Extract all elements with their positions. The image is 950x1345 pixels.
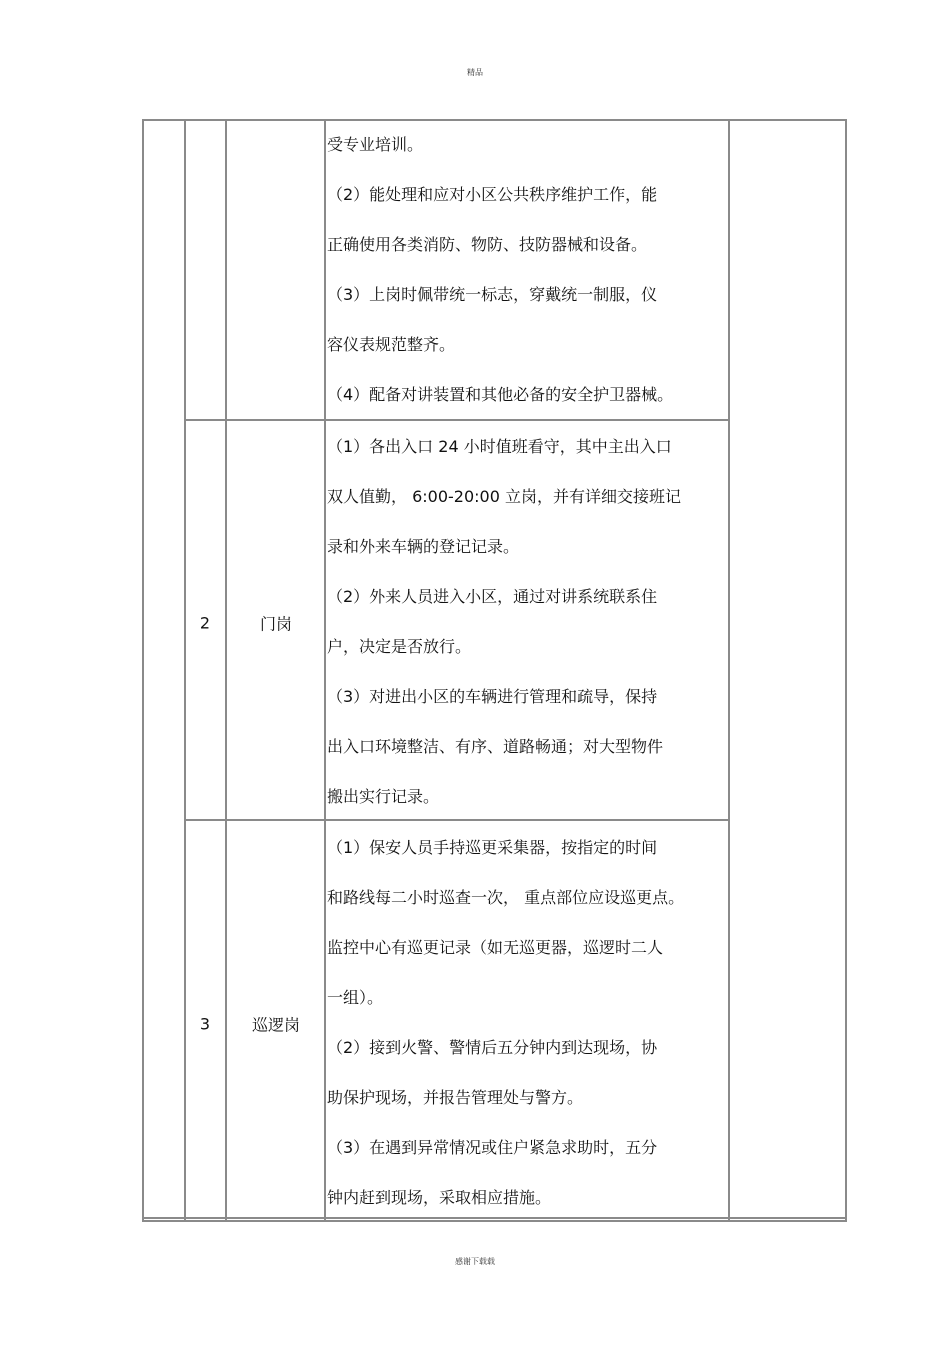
table-border-left <box>142 120 144 1220</box>
text-line: 受专业培训。 <box>327 135 424 154</box>
text-line: （1）各出入口 24 小时值班看守，其中主出入口 <box>327 437 672 456</box>
table-border-top <box>142 119 847 121</box>
text-line: （4）配备对讲装置和其他必备的安全护卫器械。 <box>327 385 674 404</box>
row-divider-2 <box>184 819 730 821</box>
row-number: 3 <box>199 1014 211 1034</box>
text-line: 监控中心有巡更记录（如无巡更器，巡逻时二人 <box>327 938 664 957</box>
text-line: 户，决定是否放行。 <box>327 637 472 656</box>
text-line: （3）上岗时佩带统一标志，穿戴统一制服，仪 <box>327 285 658 304</box>
page-header: 精品 <box>467 68 483 77</box>
text-line: 双人值勤， 6:00-20:00 立岗，并有详细交接班记 <box>327 487 681 506</box>
text-line: 容仪表规范整齐。 <box>327 335 456 354</box>
row-divider-1 <box>184 419 730 421</box>
text-line: （2）外来人员进入小区，通过对讲系统联系住 <box>327 587 658 606</box>
table-divider-col2 <box>225 120 227 1220</box>
text-line: （2）接到火警、警情后五分钟内到达现场，协 <box>327 1038 658 1057</box>
row-number: 2 <box>199 613 211 633</box>
text-line: 正确使用各类消防、物防、技防器械和设备。 <box>327 235 648 254</box>
table-border-bottom <box>142 1217 847 1219</box>
text-line: 搬出实行记录。 <box>327 787 440 806</box>
text-line: 和路线每二小时巡查一次， 重点部位应设巡更点。 <box>327 888 685 907</box>
post-name: 巡逻岗 <box>251 1015 300 1035</box>
text-line: 钟内赶到现场，采取相应措施。 <box>327 1188 552 1207</box>
table-divider-col4 <box>728 120 730 1220</box>
post-name: 门岗 <box>259 614 292 634</box>
text-line: （2）能处理和应对小区公共秩序维护工作，能 <box>327 185 658 204</box>
text-line: 一组）。 <box>327 988 384 1007</box>
table-border-bottom-2 <box>142 1220 847 1222</box>
text-line: 助保护现场，并报告管理处与警方。 <box>327 1088 584 1107</box>
text-line: （3）对进出小区的车辆进行管理和疏导，保持 <box>327 687 658 706</box>
table-divider-col3 <box>324 120 326 1220</box>
page-footer: 感谢下载载 <box>455 1257 495 1266</box>
text-line: 录和外来车辆的登记记录。 <box>327 537 520 556</box>
table-border-right <box>845 120 847 1220</box>
text-line: （1）保安人员手持巡更采集器，按指定的时间 <box>327 838 658 857</box>
text-line: （3）在遇到异常情况或住户紧急求助时，五分 <box>327 1138 658 1157</box>
text-line: 出入口环境整洁、有序、道路畅通；对大型物件 <box>327 737 664 756</box>
table-divider-col1 <box>184 120 186 1220</box>
